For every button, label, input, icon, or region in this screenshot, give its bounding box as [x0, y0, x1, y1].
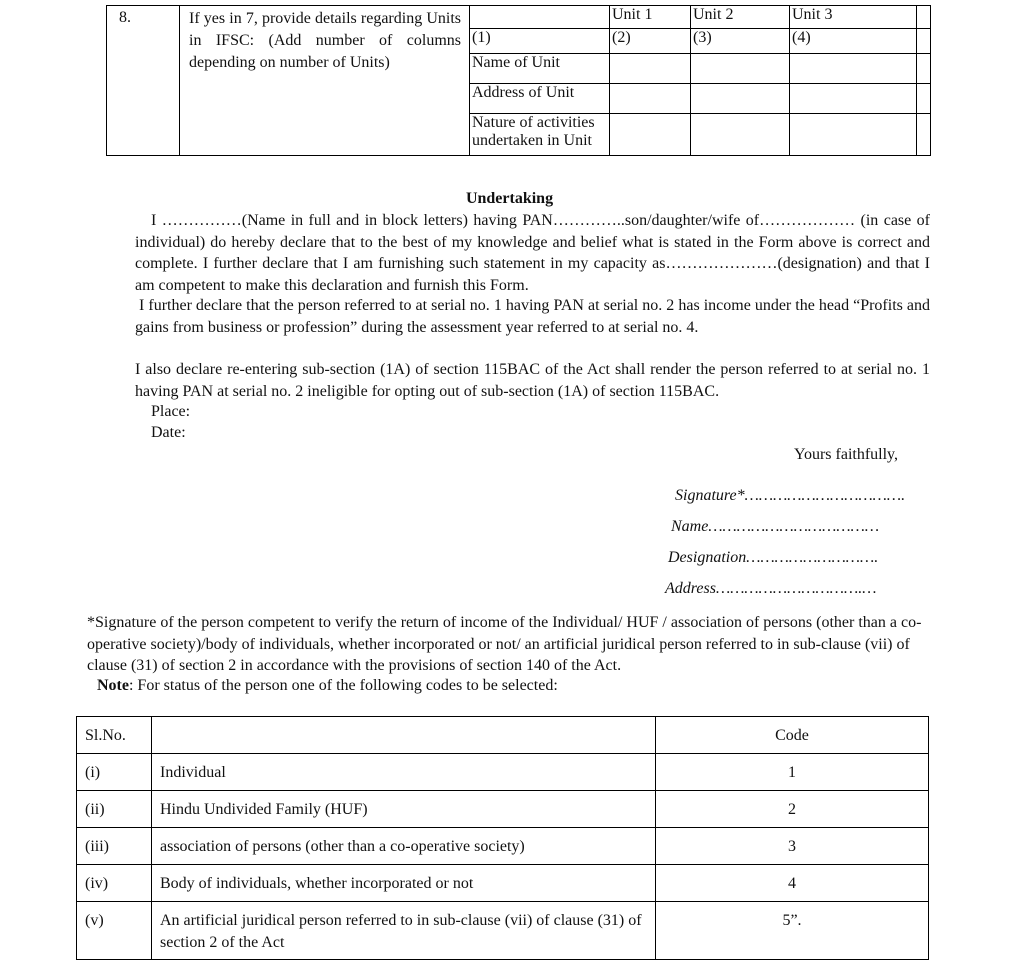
units-grid-cell: [470, 6, 931, 156]
row-code: 1: [656, 754, 929, 791]
unit-header-1: Unit 1: [610, 6, 691, 28]
units-grid: [470, 6, 930, 155]
cell-empty: [610, 53, 691, 83]
signature-footnote: *Signature of the person competent to verify the return of income of the Individual/ HUF / association of persons (other than a co-operative society)/body of individuals, whether incorporated or not/ an artificial juridical person referred to in sub-clause (vii) of clause (31) of section 2 in accordance with the provisions of section 140 of the Act.: [87, 614, 922, 674]
cell-empty: [917, 83, 931, 113]
row-description: Body of individuals, whether incorporated or not: [152, 865, 656, 902]
unit-header-3: Unit 3: [790, 6, 917, 28]
cell-empty: [691, 113, 790, 155]
unit-header-blank: [470, 6, 610, 28]
row-description: Individual: [152, 754, 656, 791]
cell-empty: [610, 83, 691, 113]
row-code: 5”.: [656, 902, 929, 960]
row-description: An artificial juridical person referred to in sub-clause (vii) of clause (31) of section 2 of the Act: [152, 902, 656, 960]
header-blank: [152, 717, 656, 754]
row-code: 2: [656, 791, 929, 828]
row-slno: (iii): [77, 828, 152, 865]
cell-empty: [691, 83, 790, 113]
note-line: [97, 677, 558, 695]
status-codes-table: [76, 716, 929, 960]
undertaking-paragraph-2: I further declare that the person referred to at serial no. 1 having PAN at serial no. 2 has income under the head “Profits and gains from business or profession” during the assessment year referred to at serial no. 4.: [135, 297, 930, 336]
col-number-1: (1): [470, 28, 610, 53]
designation-line: Designation……………………….: [668, 549, 879, 566]
unit-header-extra: [917, 6, 931, 28]
undertaking-paragraph-1: I ……………(Name in full and in block letters) having PAN…………..son/daughter/wife of……………… (in case of individual) do hereby declare that to the best of my knowledge and belief what is stated in the Form above is correct and complete. I further declare that I am furnishing such statement in my capacity as…………………(designation) and that I am competent to make this declaration and furnish this Form.: [135, 212, 930, 294]
cell-empty: [790, 113, 917, 155]
row-description: association of persons (other than a co-operative society): [152, 828, 656, 865]
serial-cell: 8.: [107, 6, 180, 156]
col-number-4: (4): [790, 28, 917, 53]
note-label: Note: [97, 677, 129, 694]
cell-empty: [790, 53, 917, 83]
col-number-2: (2): [610, 28, 691, 53]
col-number-extra: [917, 28, 931, 53]
row-slno: (v): [77, 902, 152, 960]
table-row: [77, 754, 929, 791]
cell-empty: [691, 53, 790, 83]
row-description: Hindu Undivided Family (HUF): [152, 791, 656, 828]
description-cell: If yes in 7, provide details regarding Units in IFSC: (Add number of columns depending on number of Units): [180, 6, 470, 156]
cell-empty: [917, 53, 931, 83]
undertaking-paragraph-3: I also declare re-entering sub-section (1A) of section 115BAC of the Act shall render the person referred to at serial no. 1 having PAN at serial no. 2 ineligible for opting out of sub-section (1A) of section 115BAC.: [135, 361, 930, 400]
table-row: [77, 865, 929, 902]
row-slno: (iv): [77, 865, 152, 902]
undertaking-title: Undertaking: [465, 190, 554, 207]
units-table: [106, 5, 931, 156]
cell-empty: [790, 83, 917, 113]
row-slno: (ii): [77, 791, 152, 828]
row-address-of-unit: Address of Unit: [470, 83, 610, 113]
address-line: Address………………………….…: [665, 580, 877, 597]
row-code: 3: [656, 828, 929, 865]
place-label: Place:: [151, 403, 191, 420]
yours-faithfully: Yours faithfully,: [794, 446, 899, 463]
row-slno: (i): [77, 754, 152, 791]
table-row: [77, 791, 929, 828]
date-label: Date:: [151, 424, 186, 441]
unit-header-2: Unit 2: [691, 6, 790, 28]
row-nature-of-activities: Nature of activities undertaken in Unit: [470, 113, 610, 155]
table-row: [77, 828, 929, 865]
row-name-of-unit: Name of Unit: [470, 53, 610, 83]
header-code: Code: [656, 717, 929, 754]
name-line: Name………………………………: [671, 518, 880, 535]
cell-empty: [917, 113, 931, 155]
cell-empty: [610, 113, 691, 155]
header-slno: Sl.No.: [77, 717, 152, 754]
col-number-3: (3): [691, 28, 790, 53]
row-code: 4: [656, 865, 929, 902]
note-text: : For status of the person one of the following codes to be selected:: [128, 677, 558, 694]
signature-line: Signature*…………………………….: [675, 487, 906, 504]
table-row: [77, 902, 929, 960]
